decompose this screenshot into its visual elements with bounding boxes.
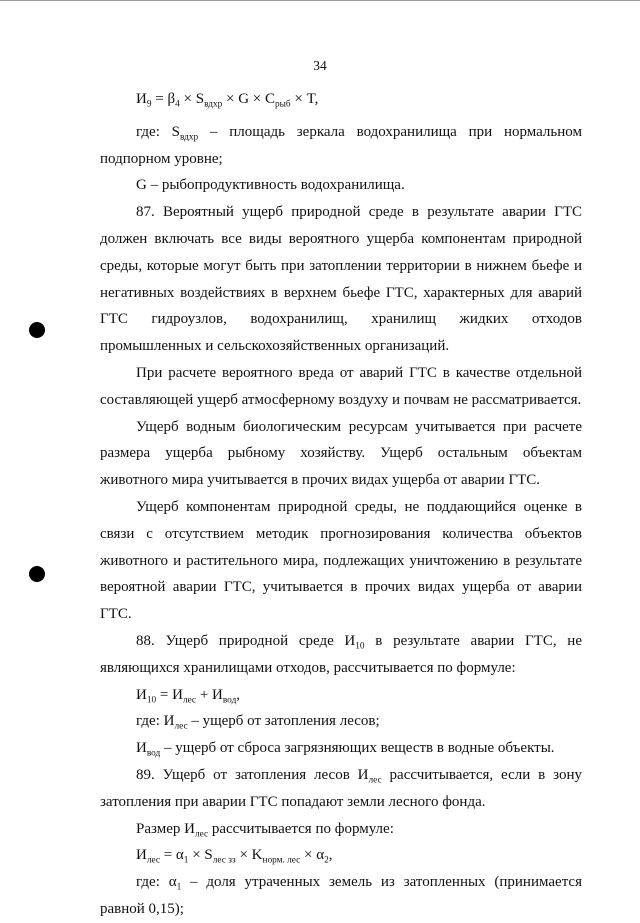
paragraph-air-soil: При расчете вероятного вреда от аварий ГТС в качестве отдельной составляющей ущерб атмосферному воздуху и почвам не рассматривается. — [100, 364, 582, 408]
page-number: 34 — [313, 58, 327, 73]
paragraph-87: 87. Вероятный ущерб природной среде в результате аварии ГТС должен включать все виды вероятного ущерба компонентам природной среды, которые могут быть при затоплении территории в нижнем бьефе и негативных воздействиях в верхнем бьефе ГТС, характерных для аварий ГТС гидроузлов, водохранилищ, хранилищ жидких отходов промышленных и сельскохозяйственных организаций. — [100, 204, 582, 355]
definition-i-vod: $И_{вод}$ – ущерб от сброса загрязняющих веществ в водные объекты. — [136, 740, 555, 759]
definition-i-les: где: $И_{лес}$ – ущерб от затопления лесов; — [136, 713, 380, 732]
binder-hole-bottom — [29, 566, 45, 582]
paragraph-89: 89. Ущерб от затопления лесов $И_{лес}$ рассчитывается, если в зону затопления при аварии ГТС попадают земли лесного фонда. — [100, 766, 583, 810]
formula-i-les: $И_{лес} = \alpha_1 \times S_{лес зз} \times K_{норм. лес} \times \alpha_2$, — [136, 847, 333, 866]
paragraph-other-damage: Ущерб компонентам природной среды, не поддающийся оценке в связи с отсутствием методик прогнозирования количества объектов животного и растительного мира, подлежащих уничтожению в результате вероятной аварии ГТС, учитывается в прочих видах ущерба от аварии ГТС. — [100, 498, 582, 623]
paragraph-size-formula: Размер $И_{лес}$ рассчитывается по формуле: — [136, 820, 394, 839]
document-body — [100, 86, 582, 923]
paragraph-88: 88. Ущерб природной среде $И_{10}$ в результате аварии ГТС, не являющихся хранилищами отходов, рассчитывается по формуле: — [100, 632, 582, 676]
definition-alpha1: где: $\alpha_1$ – доля утраченных земель из затопленных (принимается равной 0,15); — [100, 874, 582, 917]
paragraph-biological-resources: Ущерб водным биологическим ресурсам учитывается при расчете размера ущерба рыбному хозяйству. Ущерб остальным объектам животного мира учитывается в прочих видах ущерба от аварии ГТС. — [100, 418, 582, 489]
definition-s-vdhr: где: $S_{вдхр}$ – площадь зеркала водохранилища при нормальном подпорном уровне; — [100, 123, 582, 167]
binder-hole-top — [29, 322, 45, 338]
definition-g: G – рыбопродуктивность водохранилища. — [136, 177, 405, 194]
formula-i10: $И_{10} = И_{лес} + И_{вод}$, — [136, 686, 241, 705]
top-border-line — [0, 0, 640, 4]
formula-i9: $И_9 = \beta_4 \times S_{вдхр} \times G \times C_{рыб} \times T$, — [136, 91, 319, 110]
